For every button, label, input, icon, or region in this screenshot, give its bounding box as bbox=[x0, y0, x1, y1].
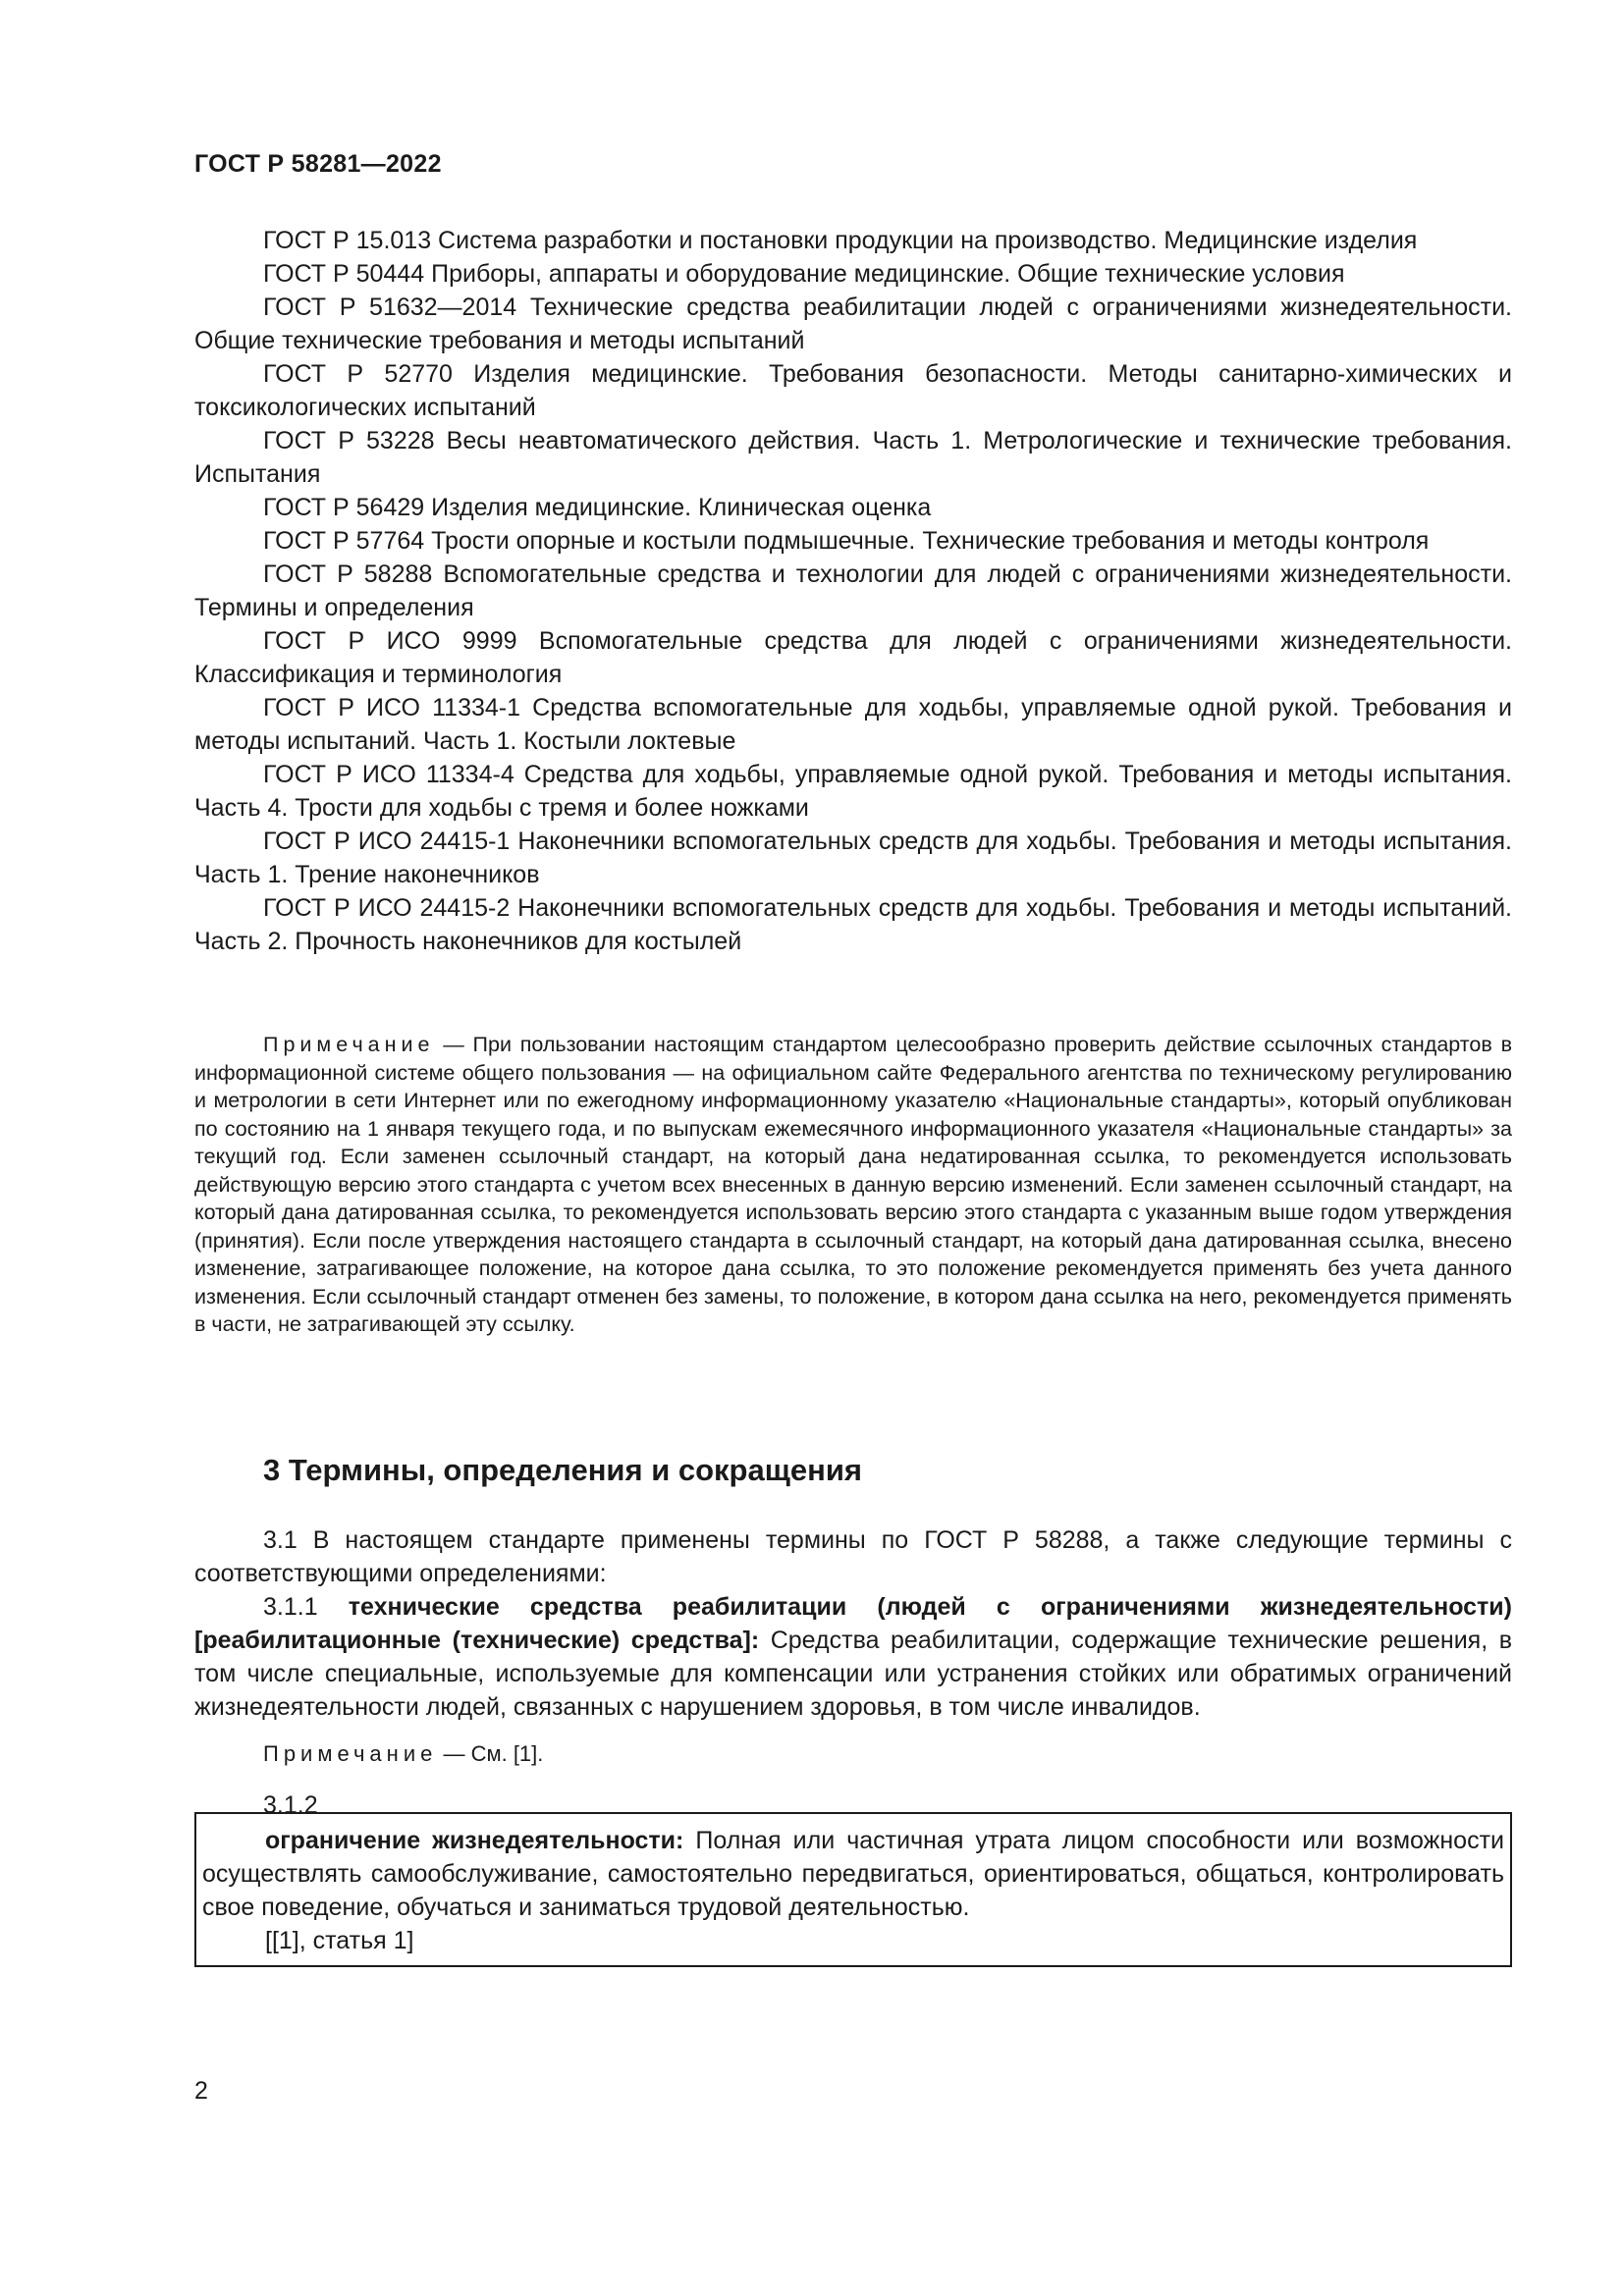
normative-references-list bbox=[194, 224, 1512, 958]
document-code-header: ГОСТ Р 58281—2022 bbox=[194, 150, 442, 178]
term-3-1-2-box bbox=[194, 1812, 1512, 1967]
references-note bbox=[194, 1031, 1512, 1339]
reference-item: ГОСТ Р ИСО 9999 Вспомогательные средства для людей с ограничениями жизнедеятельности. Классификация и терминология bbox=[194, 627, 1512, 688]
section-title: 3 Термины, определения и сокращения bbox=[263, 1453, 862, 1487]
note-dash: — bbox=[434, 1033, 473, 1056]
reference-item: ГОСТ Р 15.013 Система разработки и постановки продукции на производство. Медицинские изделия bbox=[263, 227, 1418, 254]
term-source: [[1], статья 1] bbox=[265, 1927, 414, 1954]
term-name: ограничение жизнедеятельности: bbox=[265, 1827, 684, 1854]
term-3-1-1-note bbox=[194, 1739, 1512, 1769]
note-text: См. [1]. bbox=[470, 1741, 544, 1766]
reference-item: ГОСТ Р 50444 Приборы, аппараты и оборудование медицинские. Общие технические условия bbox=[263, 260, 1345, 288]
term-number: 3.1.1 bbox=[263, 1593, 349, 1621]
reference-item: ГОСТ Р ИСО 24415-2 Наконечники вспомогательных средств для ходьбы. Требования и методы испытаний. Часть 2. Прочность наконечников для костылей bbox=[194, 894, 1512, 955]
term-3-1-2-number: 3.1.2 bbox=[263, 1791, 318, 1819]
reference-item: ГОСТ Р ИСО 24415-1 Наконечники вспомогательных средств для ходьбы. Требования и методы испытания. Часть 1. Трение наконечников bbox=[194, 828, 1512, 888]
note-label: Примечание bbox=[263, 1033, 435, 1056]
reference-item: ГОСТ Р 52770 Изделия медицинские. Требования безопасности. Методы санитарно-химических и токсикологических испытаний bbox=[194, 360, 1512, 421]
page-number: 2 bbox=[194, 2077, 208, 2105]
clause-3-1: 3.1 В настоящем стандарте применены термины по ГОСТ Р 58288, а также следующие термины с соответствующими определениями: bbox=[194, 1526, 1512, 1587]
document-page bbox=[194, 0, 1512, 2296]
reference-item: ГОСТ Р 51632—2014 Технические средства реабилитации людей с ограничениями жизнедеятельности. Общие технические требования и методы испытаний bbox=[194, 294, 1512, 354]
terms-section bbox=[194, 1523, 1512, 1822]
note-text: При пользовании настоящим стандартом целесообразно проверить действие ссылочных стандартов в информационной системе общего пользования — на официальном сайте Федерального агентства по техническому регулированию и метрологии в сети Интернет или по ежегодному информационному указателю «Национальные стандарты», который опубликован по состоянию на 1 января текущего года, и по выпускам ежемесячного информационного указателя «Национальные стандарты» за текущий год. Если заменен ссылочный стандарт, на который дана недатированная ссылка, то рекомендуется использовать действующую версию этого стандарта с учетом всех внесенных в данную версию изменений. Если заменен ссылочный стандарт, на который дана датированная ссылка, то рекомендуется использовать версию этого стандарта с указанным выше годом утверждения (принятия). Если после утверждения настоящего стандарта в ссылочный стандарт, на который дана датированная ссылка, внесено изменение, затрагивающее положение, на которое дана ссылка, то это положение рекомендуется применять без учета данного изменения. Если ссылочный стандарт отменен без замены, то положение, в котором дана ссылка на него, рекомендуется применять в части, не затрагивающей эту ссылку. bbox=[194, 1033, 1512, 1336]
term-definition: Полная или частичная утрата лицом способности или возможности осуществлять самообслуживание, самостоятельно передвигаться, ориентироваться, общаться, контролировать свое поведение, обучаться и заниматься трудовой деятельностью. bbox=[202, 1827, 1504, 1921]
note-dash: — bbox=[437, 1741, 471, 1766]
reference-item: ГОСТ Р 58288 Вспомогательные средства и технологии для людей с ограничениями жизнедеятельности. Термины и определения bbox=[194, 561, 1512, 621]
note-label: Примечание bbox=[263, 1741, 438, 1766]
reference-item: ГОСТ Р 53228 Весы неавтоматического действия. Часть 1. Метрологические и технические требования. Испытания bbox=[194, 427, 1512, 488]
reference-item: ГОСТ Р 56429 Изделия медицинские. Клиническая оценка bbox=[263, 494, 932, 521]
reference-item: ГОСТ Р 57764 Трости опорные и костыли подмышечные. Технические требования и методы контроля bbox=[263, 527, 1430, 555]
reference-item: ГОСТ Р ИСО 11334-4 Средства для ходьбы, управляемые одной рукой. Требования и методы испытания. Часть 4. Трости для ходьбы с тремя и более ножками bbox=[194, 761, 1512, 822]
reference-item: ГОСТ Р ИСО 11334-1 Средства вспомогательные для ходьбы, управляемые одной рукой. Требования и методы испытаний. Часть 1. Костыли локтевые bbox=[194, 694, 1512, 755]
term-3-1-1 bbox=[194, 1590, 1512, 1724]
term-name: технические средства реабилитации (людей с ограничениями жизнедеятельности) [реабилитационные (технические) средства]: bbox=[194, 1593, 1512, 1654]
term-definition: Средства реабилитации, содержащие технические решения, в том числе специальные, используемые для компенсации или устранения стойких или обратимых ограничений жизнедеятельности людей, связанных с нарушением здоровья, в том числе инвалидов. bbox=[194, 1627, 1512, 1721]
term-3-1-2 bbox=[202, 1824, 1504, 1924]
